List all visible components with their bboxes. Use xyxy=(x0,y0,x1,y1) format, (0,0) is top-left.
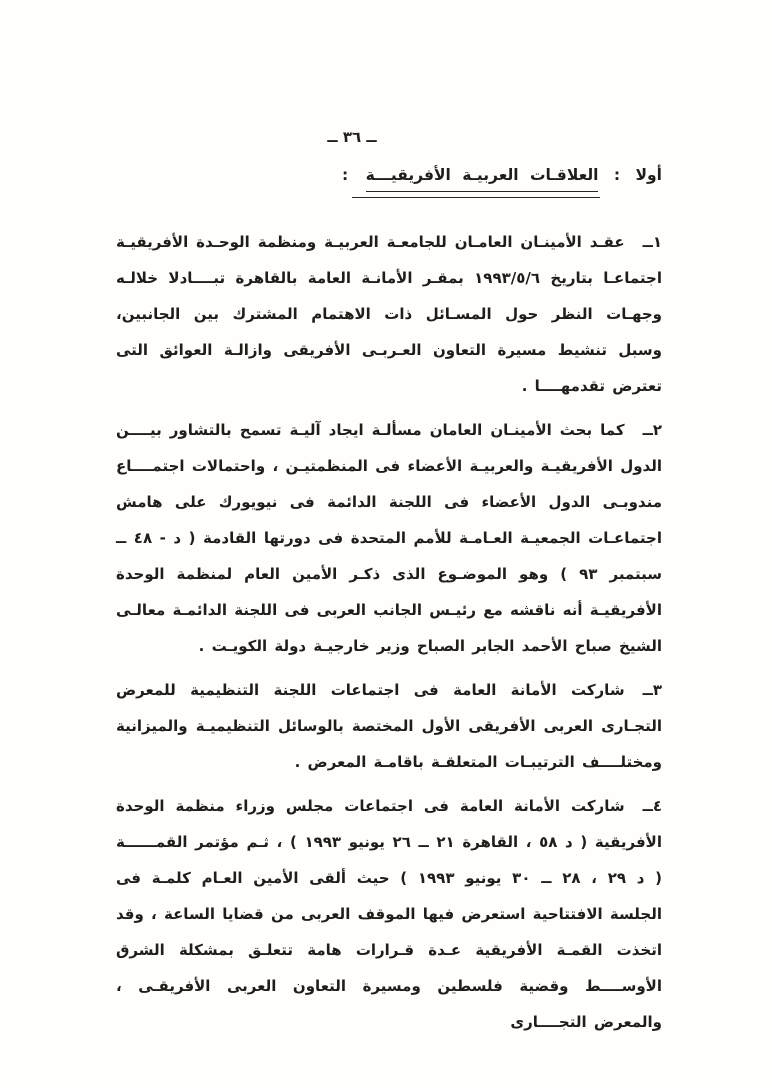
paragraph-4-number: ٤ــ xyxy=(642,797,662,815)
heading-prefix: أولا xyxy=(635,166,662,184)
heading-separator: : xyxy=(613,166,621,184)
paragraph-1 xyxy=(116,224,662,404)
paragraph-1-number: ١ــ xyxy=(642,233,662,251)
paragraph-4-text: شاركت الأمانة العامة فى اجتماعات مجلس وزراء منظمة الوحدة الأفريقية ( د ٥٨ ، القاهرة ٢١ ــ ٢٦ يونيو ١٩٩٣ ) ، ثـم مؤتمر القمــــــة ( د ٢٩ ، ٢٨ ــ ٣٠ يونيو ١٩٩٣ ) حيث ألقى الأمين العـام كلمـة فى الجلسة الافتتاحية استعرض فيها الموقف العربى من قضايا الساعة ، وقد اتخذت القمـة الأفريقية عـدة قـرارات هامة تتعلـق بمشكلة الشرق الأوســــط وقضية فلسطين ومسيرة التعاون العربى الأفريقـى ، والمعرض التجــــارى xyxy=(116,797,663,1031)
paragraph-3 xyxy=(116,672,662,780)
paragraph-2 xyxy=(116,412,662,664)
paragraph-2-text: كما بحث الأمينـان العامان مسألـة ايجاد آليـة تسمح بالتشاور بيــــن الدول الأفريقيـة والعربيـة الأعضاء فى المنظمتيـن ، واحتمالات اجتمــــاع مندوبـى الدول الأعضاء فى اللجنة الدائمة فى نيويورك على هامش اجتماعـات الجمعيـة العـامـة للأمم المتحدة فى دورتها القادمة ( د - ٤٨ ــ سبتمبر ٩٣ ) وهو الموضـوع الذى ذكـر الأمين العام لمنظمة الوحدة الأفريقيـة أنه ناقشه مع رئيـس الجانب العربى فى اللجنة الدائمـة معالـى الشيخ صباح الأحمد الجابر الصباح وزير خارجيـة دولة الكويـت . xyxy=(116,421,662,655)
paragraph-3-text: شاركت الأمانة العامة فى اجتماعات اللجنة التنظيمية للمعرض التجـارى العربى الأفريقى الأول المختصة بالوسائل التنظيميـة والميزانية ومختلــــف الترتيبـات المتعلقـة باقامـة المعرض . xyxy=(116,681,662,771)
document-content xyxy=(116,166,662,1048)
heading-colon: : xyxy=(341,166,349,184)
paragraph-3-number: ٣ــ xyxy=(642,681,662,699)
paragraph-2-number: ٢ــ xyxy=(642,421,662,439)
paragraph-1-text: عقـد الأمينـان العامـان للجامعـة العربيـة ومنظمة الوحـدة الأفريقيـة اجتماعـا بتاريخ ١٩٩٣/٥/٦ بمقـر الأمانـة العامة بالقاهرة تبــــادلا خلالـه وجهـات النظر حول المسـائل ذات الاهتمام المشترك بين الجانبين، وسبل تنشيط مسيرة التعاون العـربـى الأفريقى وازالـة العوائق التى تعترض تقدمهــــا . xyxy=(116,233,662,395)
heading-title: العلاقـات العربيـة الأفريقيـــة xyxy=(366,166,599,192)
section-heading xyxy=(116,166,662,192)
paragraph-4 xyxy=(116,788,662,1040)
page-number: ــ ٣٦ ــ xyxy=(327,128,377,146)
